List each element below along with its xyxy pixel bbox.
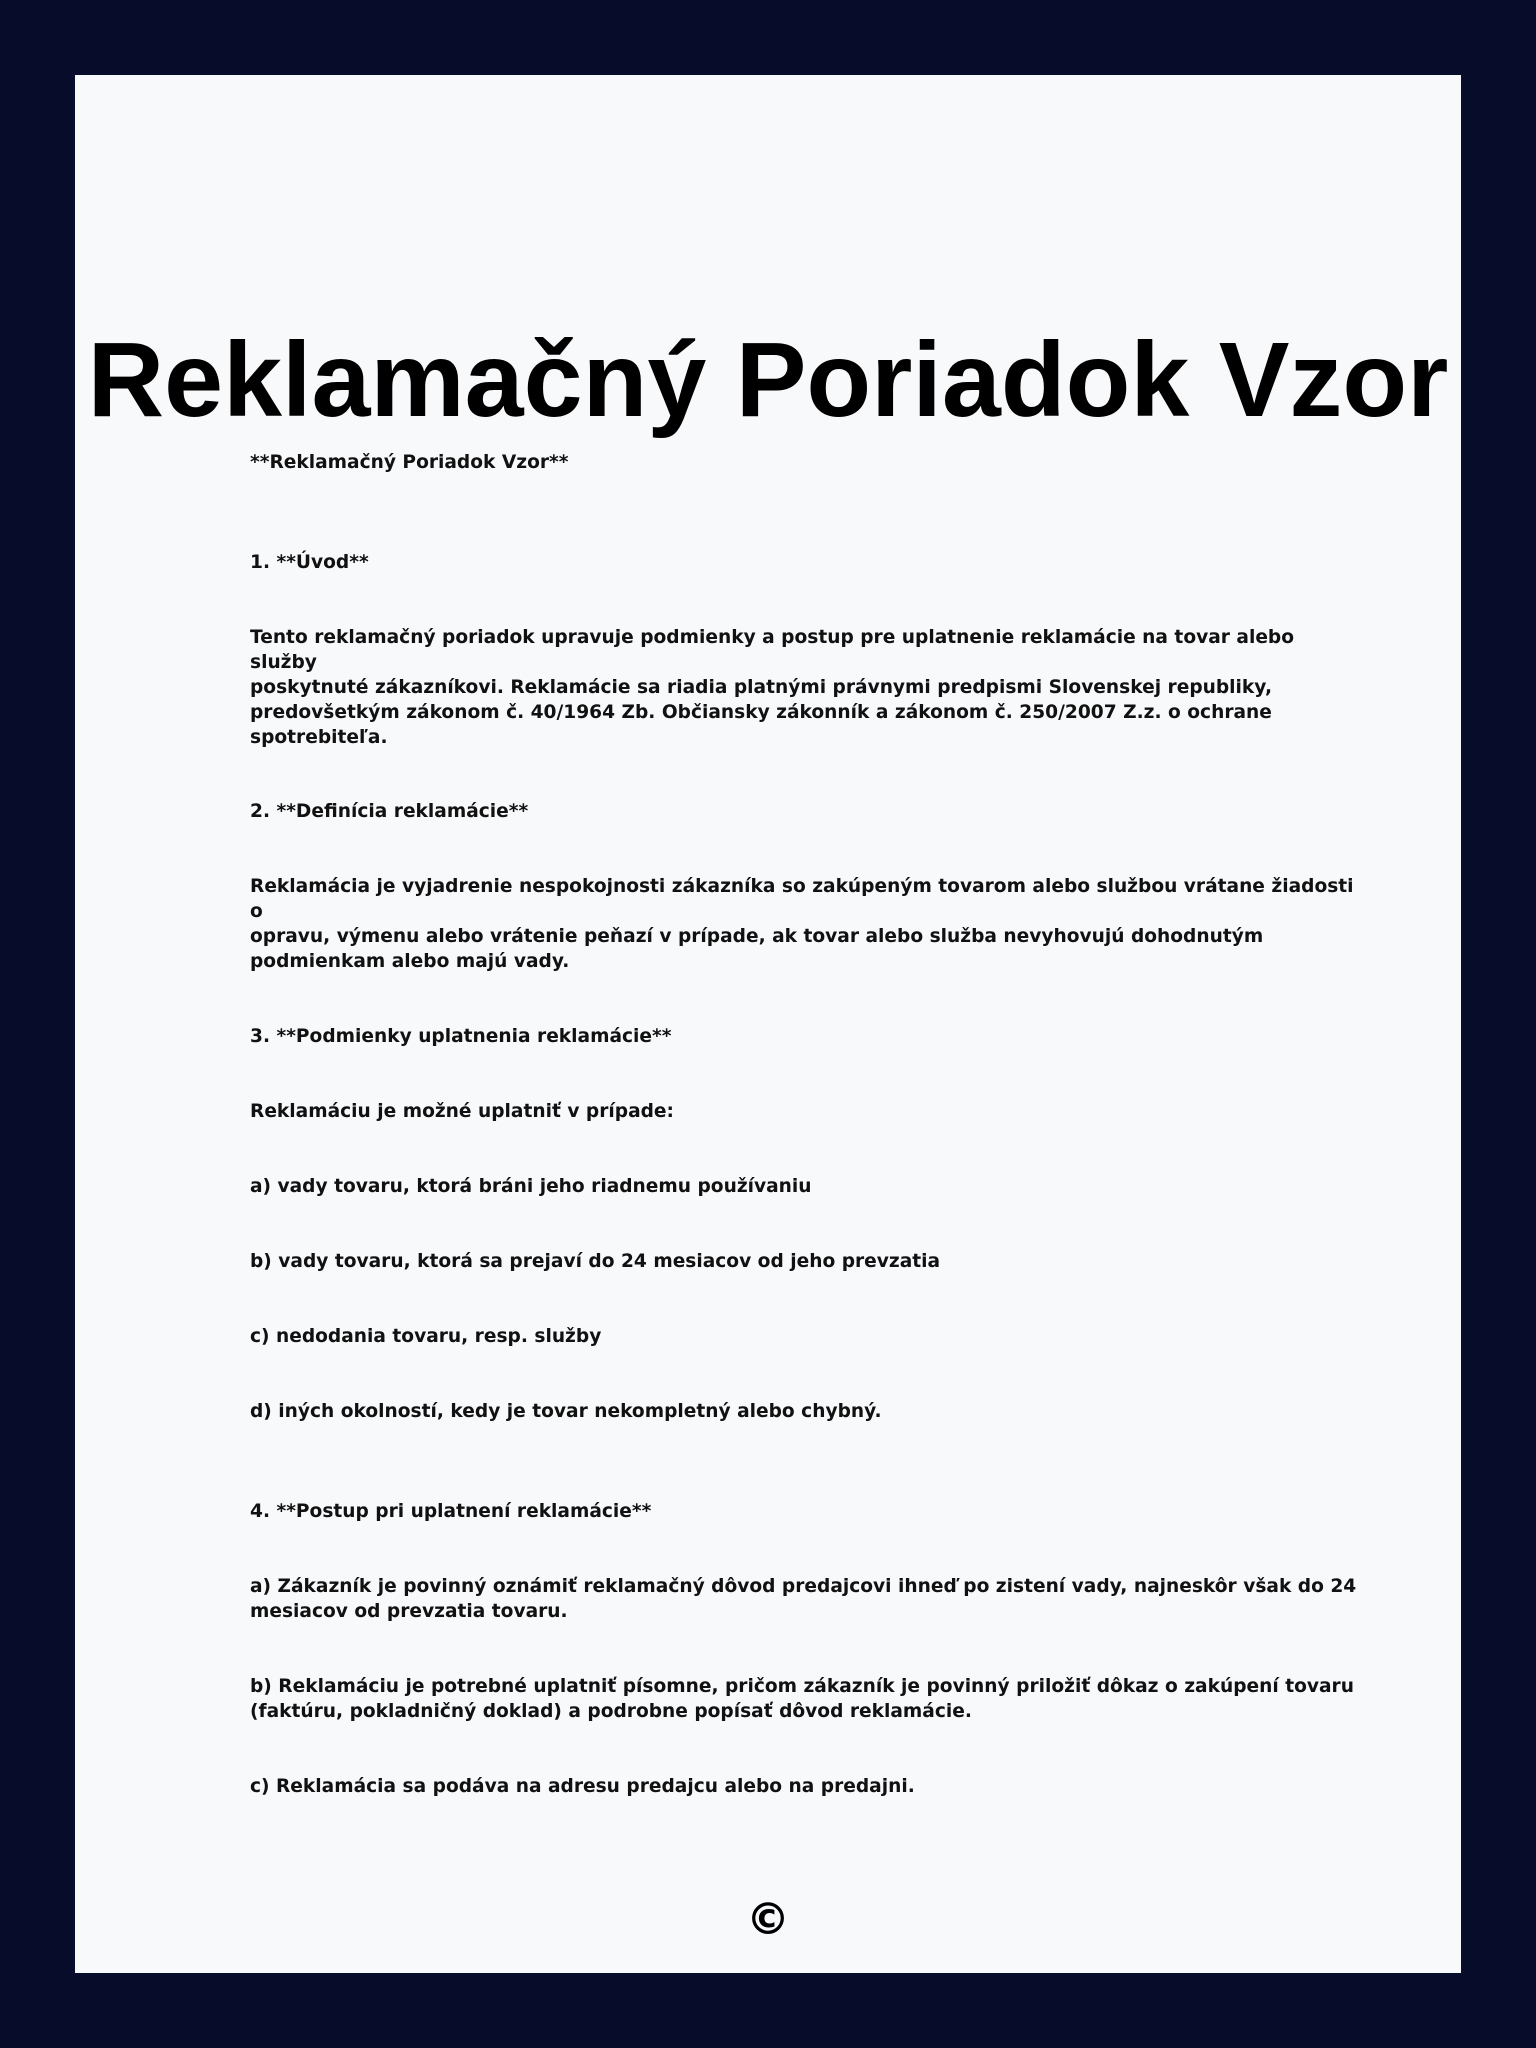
- section-heading-uvod: 1. **Úvod**: [250, 552, 369, 573]
- list-item: a) vady tovaru, ktorá bráni jeho riadnemu používaniu: [250, 1176, 812, 1197]
- list-item: c) Reklamácia sa podáva na adresu predajcu alebo na predajni.: [250, 1776, 915, 1797]
- paragraph-heading: **Reklamačný Poriadok Vzor**: [250, 452, 569, 473]
- copyright-icon: ©: [746, 1894, 790, 1945]
- list-item: b) vady tovaru, ktorá sa prejaví do 24 mesiacov od jeho prevzatia: [250, 1251, 941, 1272]
- paragraph-podmienky: Reklamáciu je možné uplatniť v prípade:: [250, 1101, 674, 1122]
- section-heading-postup: 4. **Postup pri uplatnení reklamácie**: [250, 1501, 652, 1522]
- list-item: b) Reklamáciu je potrebné uplatniť písomne, pričom zákazník je povinný priložiť dôkaz o zakúpení tovaru (faktúru, pokladničný doklad) a podrobne popísať dôvod reklamácie.: [250, 1676, 1354, 1722]
- paragraph-definicia: Reklamácia je vyjadrenie nespokojnosti zákazníka so zakúpeným tovarom alebo službou vrátane žiadosti o opravu, výmenu alebo vrátenie peňazí v prípade, ak tovar alebo služba nevyhovujú dohodnutým podmienkam alebo majú vady.: [250, 876, 1354, 972]
- section-heading-definicia: 2. **Definícia reklamácie**: [250, 801, 529, 822]
- list-item: d) iných okolností, kedy je tovar nekompletný alebo chybný.: [250, 1401, 882, 1422]
- document-title: Reklamačný Poriadok Vzor: [87, 321, 1449, 439]
- document-page: [75, 75, 1461, 1973]
- section-heading-podmienky: 3. **Podmienky uplatnenia reklamácie**: [250, 1026, 672, 1047]
- list-item: c) nedodania tovaru, resp. služby: [250, 1326, 602, 1347]
- paragraph-intro: Tento reklamačný poriadok upravuje podmienky a postup pre uplatnenie reklamácie na tovar alebo služby poskytnuté zákazníkovi. Reklamácie sa riadia platnými právnymi predpismi Slovenskej republiky, predovšetkým zákonom č. 40/1964 Zb. Občiansky zákonník a zákonom č. 250/2007 Z.z. o ochrane spotrebiteľa.: [250, 627, 1295, 748]
- list-item: a) Zákazník je povinný oznámiť reklamačný dôvod predajcovi ihneď po zistení vady, najneskôr však do 24 mesiacov od prevzatia tovaru.: [250, 1576, 1357, 1622]
